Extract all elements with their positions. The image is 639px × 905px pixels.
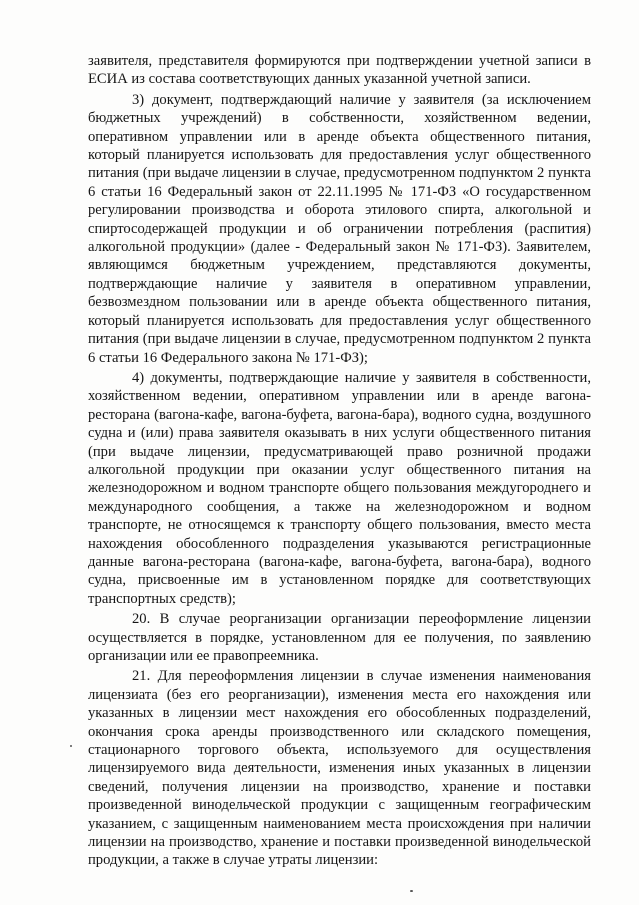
paragraph-clause-20: 20. В случае реорганизации организации переоформление лицензии осуществляется в порядке, установленном для ее получения, по заявлению организации или ее правопреемника. <box>88 611 591 664</box>
paragraph-item-4: 4) документы, подтверждающие наличие у заявителя в собственности, хозяйственном ведении, оперативном управлении или в аренде вагона-ресторана (вагона-кафе, вагона-буфета, вагона-бара), водного судна, воздушного судна и (или) права заявителя оказывать в них услуги общественного питания (при выдаче лицензии, предусматривающей право розничной продажи алкогольной продукции при оказании услуг общественного питания на железнодорожном и водном транспорте общего пользования междугороднего и международного сообщения, а также на железнодорожном и водном транспорте, не относящемся к транспорту общего пользования, вместо места нахождения обособленного подразделения указываются регистрационные данные вагона-ресторана (вагона-кафе, вагона-буфета, вагона-бара), водного судна, присвоенные им в установленном порядке для соответствующих транспортных средств); <box>88 369 591 607</box>
paragraph-continuation: заявителя, представителя формируются при подтверждении учетной записи в ЕСИА из состава соответствующих данных указанной учетной записи. <box>88 53 591 88</box>
paragraph-clause-21: 21. Для переоформления лицензии в случае изменения наименования лицензиата (без его реорганизации), изменения места его нахождения или указанных в лицензии мест нахождения его обособленных подразделений, окончания срока аренды производственного или складского помещения, стационарного торгового объекта, используемого для осуществления лицензируемого вида деятельности, изменения иных указанных в лицензии сведений, получения лицензии на производство, хранение и поставки произведенной винодельческой продукции с защищенным географическим указанием, с защищенным наименованием места происхождения при наличии лицензии на производство, хранение и поставки произведенной винодельческой продукции, а также в случае утраты лицензии: <box>88 668 591 869</box>
scan-speck <box>410 890 413 892</box>
scan-speck <box>70 745 72 747</box>
paragraph-item-3: 3) документ, подтверждающий наличие у заявителя (за исключением бюджетных учреждений) в собственности, хозяйственном ведении, оперативном управлении или в аренде объекта общественного питания, который планируется использовать для предоставления услуг общественного питания (при выдаче лицензии в случае, предусмотренном подпунктом 2 пункта 6 статьи 16 Федеральный закон от 22.11.1995 № 171-ФЗ «О государственном регулировании производства и оборота этилового спирта, алкогольной и спиртосодержащей продукции и об ограничении потребления (распития) алкогольной продукции» (далее - Федеральный закон № 171-ФЗ). Заявителем, являющимся бюджетным учреждением, представляются документы, подтверждающие наличие у заявителя в оперативном управлении, безвозмездном пользовании или в аренде объекта общественного питания, который планируется использовать для предоставления услуг общественного питания (при выдаче лицензии в случае, предусмотренном подпунктом 2 пункта 6 статьи 16 Федерального закона № 171-ФЗ); <box>88 91 591 366</box>
